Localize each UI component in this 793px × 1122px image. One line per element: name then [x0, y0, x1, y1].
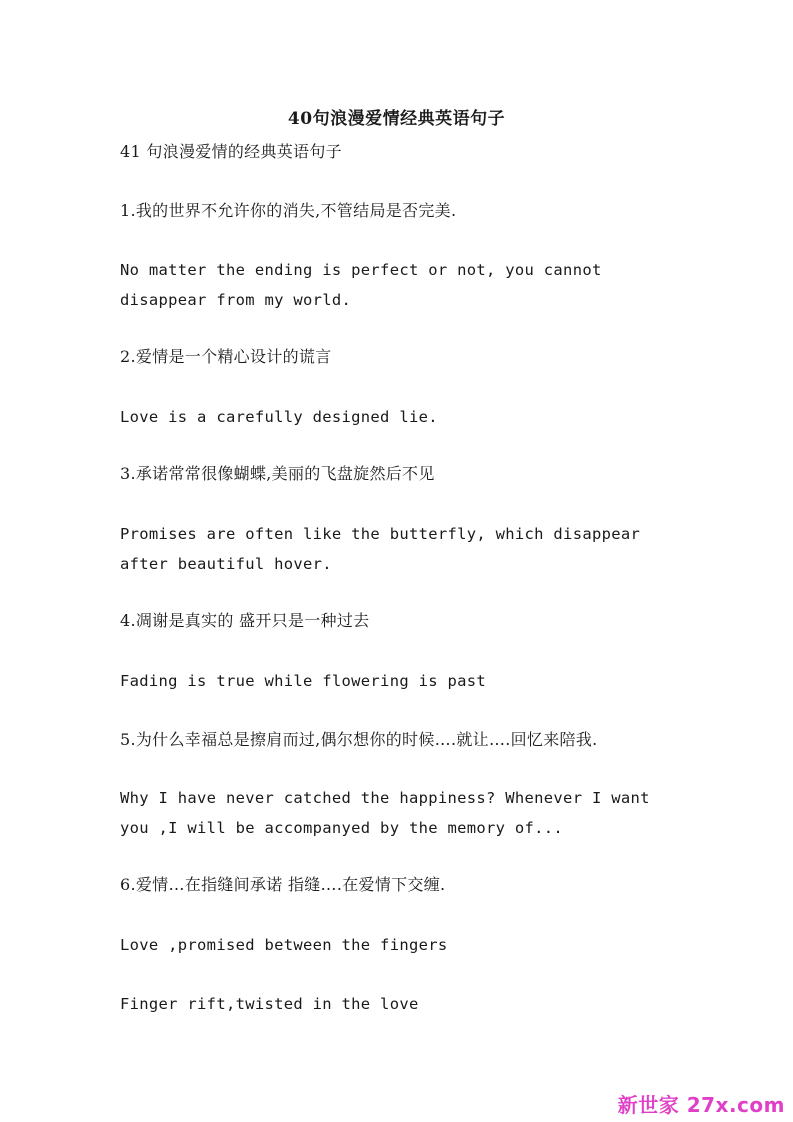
sentence-3-chinese: 3.承诺常常很像蝴蝶,美丽的飞盘旋然后不见	[120, 464, 435, 483]
site-watermark: 新世家 27x.com	[617, 1093, 785, 1117]
sentence-3-english-line-2: after beautiful hover.	[120, 555, 332, 573]
sentence-6-english-line-1: Love ,promised between the fingers	[120, 936, 448, 954]
page-title: 40句浪漫爱情经典英语句子	[287, 109, 506, 129]
sentence-1-english-line-1: No matter the ending is perfect or not, you cannot	[120, 261, 602, 279]
sentence-6-english-line-2: Finger rift,twisted in the love	[120, 995, 419, 1013]
sentence-5-chinese: 5.为什么幸福总是擦肩而过,偶尔想你的时候….就让….回忆来陪我.	[120, 730, 598, 749]
sentence-5-english-line-1: Why I have never catched the happiness? Whenever I want	[120, 789, 650, 807]
sentence-2-english: Love is a carefully designed lie.	[120, 408, 438, 426]
sentence-4-chinese: 4.凋谢是真实的 盛开只是一种过去	[120, 611, 370, 630]
sentence-6-chinese: 6.爱情…在指缝间承诺 指缝….在爱情下交缠.	[120, 875, 446, 894]
sentence-2-chinese: 2.爱情是一个精心设计的谎言	[120, 347, 332, 366]
sentence-1-chinese: 1.我的世界不允许你的消失,不管结局是否完美.	[120, 201, 457, 220]
sentence-1-english-line-2: disappear from my world.	[120, 291, 352, 309]
sentence-4-english: Fading is true while flowering is past	[120, 672, 487, 690]
sentence-3-english-line-1: Promises are often like the butterfly, which disappear	[120, 525, 641, 543]
sentence-5-english-line-2: you ,I will be accompanyed by the memory of...	[120, 819, 564, 837]
document-subtitle: 41 句浪漫爱情的经典英语句子	[120, 142, 342, 161]
